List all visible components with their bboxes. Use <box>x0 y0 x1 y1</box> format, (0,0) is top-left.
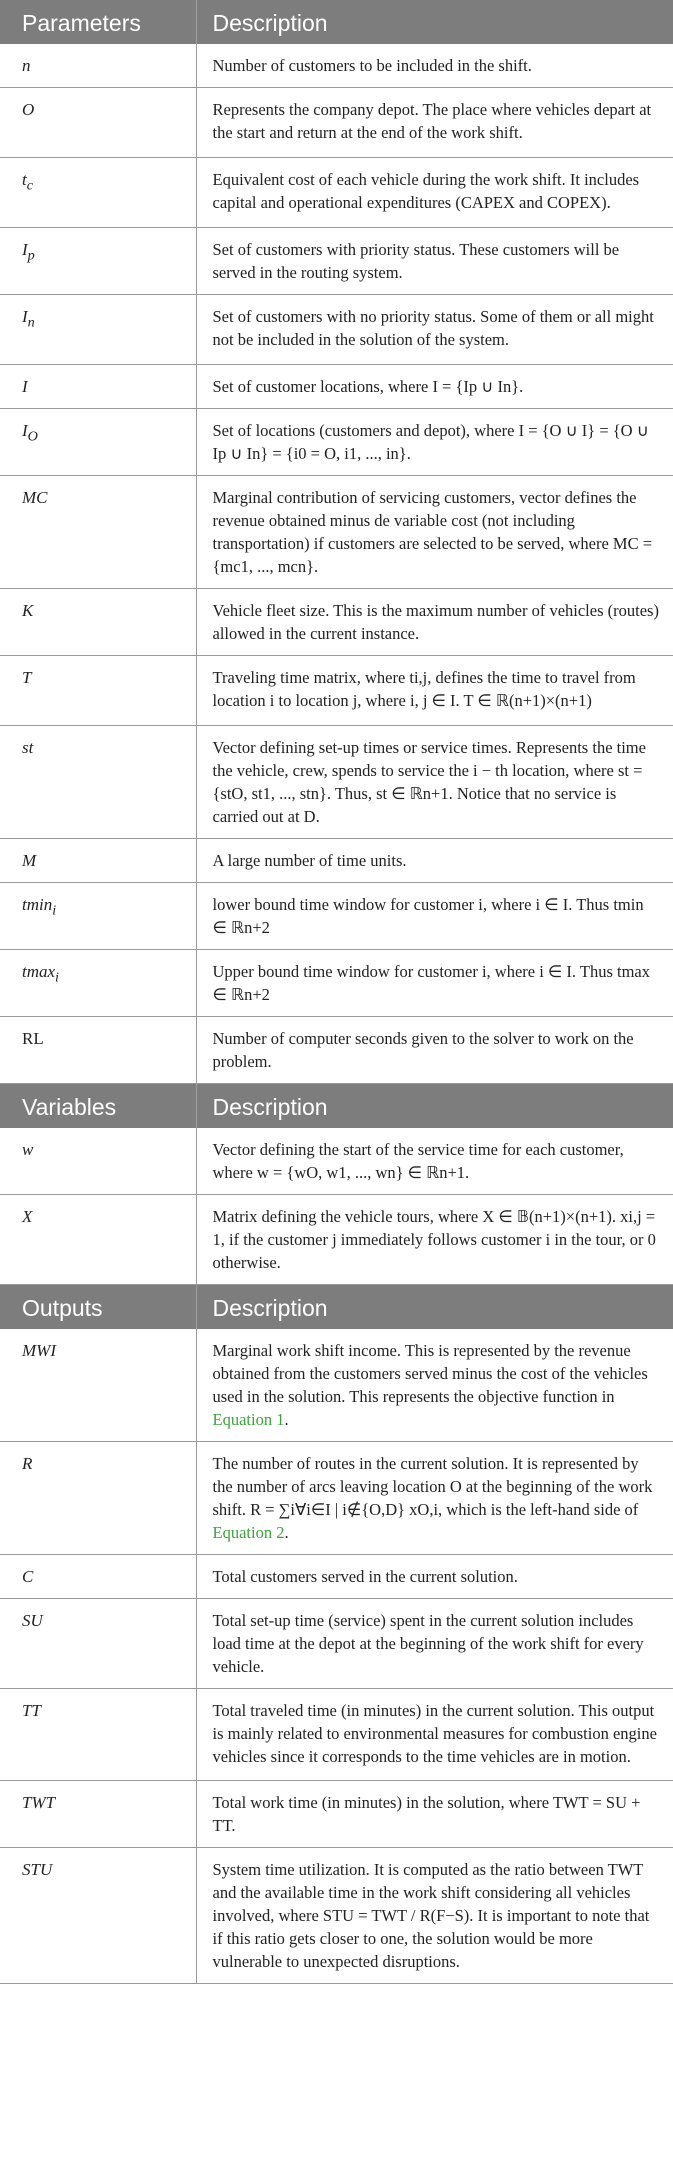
param-desc: A large number of time units. <box>196 839 673 883</box>
table-row <box>0 656 673 726</box>
param-In: $I_n$ <box>0 295 196 365</box>
output-SU: SU <box>0 1599 196 1689</box>
param-desc: Upper bound time window for customer i, where i ∈ I. Thus tmax ∈ ℝn+2 <box>196 950 673 1017</box>
param-K: K <box>0 589 196 656</box>
table-row <box>0 228 673 295</box>
param-I: I <box>0 365 196 409</box>
table-row <box>0 726 673 839</box>
param-n: n <box>0 44 196 88</box>
header-cell-description: Description <box>196 1285 673 1330</box>
param-desc: lower bound time window for customer i, where i ∈ I. Thus tmin ∈ ℝn+2 <box>196 883 673 950</box>
param-desc: Marginal contribution of servicing customers, vector defines the revenue obtained minus de variable cost (not including transportation) if customers are selected to be served, where MC = {mc1, ..., mcn}. <box>196 476 673 589</box>
header-cell-description: Description <box>196 1084 673 1129</box>
table-header-parameters <box>0 0 673 44</box>
param-IO: $I_O$ <box>0 409 196 476</box>
output-desc: Total traveled time (in minutes) in the current solution. This output is mainly related to environmental measures for combustion engine vehicles since it corresponds to the time vehicles are in motion. <box>196 1689 673 1781</box>
param-tc: $t_c$ <box>0 158 196 228</box>
output-desc: Total customers served in the current solution. <box>196 1555 673 1599</box>
param-desc: Set of customers with no priority status. Some of them or all might not be included in the solution of the system. <box>196 295 673 365</box>
header-cell-variables: Variables <box>0 1084 196 1129</box>
output-STU: STU <box>0 1848 196 1984</box>
table-row <box>0 839 673 883</box>
var-desc: Matrix defining the vehicle tours, where X ∈ 𝔹(n+1)×(n+1). xi,j = 1, if the customer j immediately follows customer i in the tour, or 0 otherwise. <box>196 1195 673 1285</box>
param-MC: MC <box>0 476 196 589</box>
var-X: X <box>0 1195 196 1285</box>
table-row <box>0 589 673 656</box>
param-M: M <box>0 839 196 883</box>
table-row <box>0 1689 673 1781</box>
var-desc: Vector defining the start of the service time for each customer, where w = {wO, w1, ..., wn} ∈ ℝn+1. <box>196 1128 673 1195</box>
param-desc: Set of customer locations, where I = {Ip ∪ In}. <box>196 365 673 409</box>
header-cell-parameters: Parameters <box>0 0 196 44</box>
table-row <box>0 950 673 1017</box>
output-desc-text: Marginal work shift income. This is represented by the revenue obtained from the customers served minus the cost of the vehicles used in the solution. This represents the objective function in Equation 1. <box>212 1341 648 1429</box>
table-row <box>0 1195 673 1285</box>
table-row <box>0 1329 673 1442</box>
output-desc: The number of routes in the current solution. It is represented by the number of arcs leaving location O at the beginning of the work shift. R = ∑i∀i∈I | i∉{O,D} xO,i, which is the left-hand side of Equation 2. <box>196 1442 673 1555</box>
header-cell-description: Description <box>196 0 673 44</box>
table-row <box>0 1555 673 1599</box>
output-desc <box>196 1329 673 1442</box>
param-T: T <box>0 656 196 726</box>
table-row <box>0 44 673 88</box>
table-row <box>0 1128 673 1195</box>
param-desc: Set of customers with priority status. These customers will be served in the routing system. <box>196 228 673 295</box>
param-desc: Vehicle fleet size. This is the maximum number of vehicles (routes) allowed in the current instance. <box>196 589 673 656</box>
header-cell-outputs: Outputs <box>0 1285 196 1330</box>
table-row <box>0 883 673 950</box>
param-Ip: $I_p$ <box>0 228 196 295</box>
table-header-outputs <box>0 1285 673 1330</box>
param-desc: Traveling time matrix, where ti,j, defines the time to travel from location i to location j, where i, j ∈ I. T ∈ ℝ(n+1)×(n+1) <box>196 656 673 726</box>
var-w: w <box>0 1128 196 1195</box>
param-desc: Number of computer seconds given to the solver to work on the problem. <box>196 1017 673 1084</box>
table-row <box>0 1781 673 1848</box>
param-desc: Number of customers to be included in the shift. <box>196 44 673 88</box>
table-row <box>0 158 673 228</box>
table-row <box>0 88 673 158</box>
param-tmin: tmin$_i$ <box>0 883 196 950</box>
table-row <box>0 365 673 409</box>
param-st: st <box>0 726 196 839</box>
equation-link[interactable]: Equation 2 <box>212 1523 285 1542</box>
table-row <box>0 1017 673 1084</box>
output-MWI: MWI <box>0 1329 196 1442</box>
equation-link[interactable]: Equation 1 <box>212 1410 285 1429</box>
param-desc: Equivalent cost of each vehicle during the work shift. It includes capital and operational expenditures (CAPEX and COPEX). <box>196 158 673 228</box>
table-row <box>0 1599 673 1689</box>
param-tmax: tmax$_i$ <box>0 950 196 1017</box>
output-TWT: TWT <box>0 1781 196 1848</box>
param-O: O <box>0 88 196 158</box>
table-row <box>0 476 673 589</box>
param-desc: Set of locations (customers and depot), where I = {O ∪ I} = {O ∪ Ip ∪ In} = {i0 = O, i1, ..., in}. <box>196 409 673 476</box>
table-row <box>0 409 673 476</box>
output-R: R <box>0 1442 196 1555</box>
output-desc: Total set-up time (service) spent in the current solution includes load time at the depot at the beginning of the work shift for every vehicle. <box>196 1599 673 1689</box>
table-row <box>0 1848 673 1984</box>
param-RL: RL <box>0 1017 196 1084</box>
table-row <box>0 1442 673 1555</box>
table-row <box>0 295 673 365</box>
param-desc: Represents the company depot. The place where vehicles depart at the start and return at the end of the work shift. <box>196 88 673 158</box>
output-desc: System time utilization. It is computed as the ratio between TWT and the available time in the work shift considering all vehicles involved, where STU = TWT / R(F−S). It is important to note that if this ratio gets closer to one, the solution would be more vulnerable to unexpected disruptions. <box>196 1848 673 1984</box>
output-C: C <box>0 1555 196 1599</box>
output-desc: Total work time (in minutes) in the solution, where TWT = SU + TT. <box>196 1781 673 1848</box>
param-desc: Vector defining set-up times or service times. Represents the time the vehicle, crew, spends to service the i − th location, where st = {stO, st1, ..., stn}. Thus, st ∈ ℝn+1. Notice that no service is carried out at D. <box>196 726 673 839</box>
output-TT: TT <box>0 1689 196 1781</box>
table-header-variables <box>0 1084 673 1129</box>
